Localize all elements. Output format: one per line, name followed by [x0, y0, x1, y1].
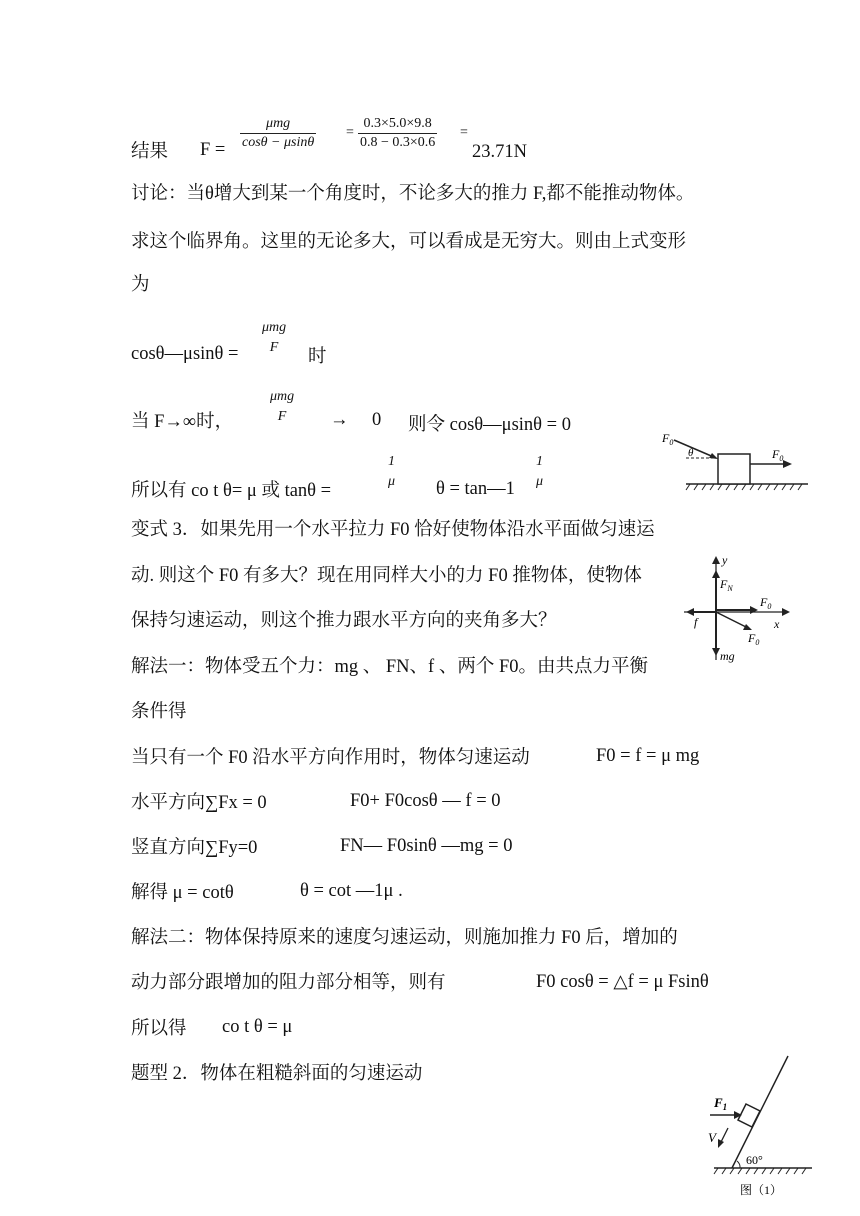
method2-line-2b: F0 cosθ = △f = μ Fsinθ	[536, 972, 709, 992]
fraction-denominator: cosθ − μsinθ	[242, 135, 315, 150]
variant3-line-1: 变式 3．如果先用一个水平拉力 F0 恰好使物体沿水平面做匀速运	[131, 520, 655, 540]
method2-line-2a: 动力部分跟增加的阻力部分相等，则有	[131, 973, 446, 993]
discussion-line-2: 求这个临界角。这里的无论多大，可以看成是无穷大。则由上式变形	[131, 232, 687, 252]
method2-line-3b: co t θ = μ	[222, 1017, 293, 1037]
limit-equation-left: 当 F→∞时，	[131, 412, 234, 432]
zero: 0	[372, 410, 382, 430]
method1-line-1: 解法一：物体受五个力：mg 、 FN、f 、两个 F0。由共点力平衡	[131, 657, 648, 677]
method1-line-3a: 当只有一个 F0 沿水平方向作用时，物体匀速运动	[131, 748, 530, 768]
fraction-denominator: F	[269, 340, 279, 355]
fraction-denominator: μ	[536, 474, 544, 489]
f0-left-label: $F_0$	[662, 431, 674, 447]
arrow: →	[330, 410, 349, 430]
variant3-line-3: 保持匀速运动，则这个推力跟水平方向的夹角多大？	[131, 611, 557, 631]
figure-caption: 图（1）	[740, 1183, 783, 1197]
incline-figure	[700, 1052, 816, 1202]
fraction-denominator: 0.8 − 0.3×0.6	[360, 135, 436, 150]
mg-label: mg	[720, 649, 735, 663]
velocity-label: V	[708, 1130, 716, 1145]
limit-equation-right: 则令 cosθ—μsinθ = 0	[408, 415, 571, 435]
fraction-formula	[240, 116, 316, 151]
fraction-numerator: μmg	[262, 320, 287, 335]
fraction-denominator: F	[277, 409, 287, 424]
fraction-one-over-mu	[386, 454, 397, 490]
f0-horizontal-label: $F_0$	[760, 595, 772, 611]
x-axis-label: x	[774, 617, 780, 631]
equals-sign: =	[346, 125, 354, 140]
fraction-numeric	[358, 116, 437, 151]
discussion-line-1: 讨论：当θ增大到某一个角度时，不论多大的推力 F,都不能推动物体。	[131, 184, 695, 204]
result-label: 结果	[131, 142, 169, 162]
theta-arctan: θ = tan—1	[436, 479, 515, 499]
method1-line-3b: F0 = f = μ mg	[596, 746, 700, 766]
method1-line-5b: FN— F0sinθ —mg = 0	[340, 836, 513, 856]
fraction-mu-mg-over-f	[268, 389, 296, 425]
discussion-line-3: 为	[131, 275, 150, 295]
fraction-numerator: 0.3×5.0×9.8	[363, 116, 432, 131]
fraction-one-over-mu	[534, 454, 545, 490]
method1-line-4b: F0+ F0cosθ — f = 0	[350, 791, 501, 811]
force-axes-figure	[676, 548, 796, 666]
angle-label: 60°	[746, 1153, 763, 1167]
method1-line-2: 条件得	[131, 702, 187, 722]
result-equation-left: 所以有 co t θ= μ 或 tanθ =	[131, 481, 332, 501]
method1-line-6b: θ = cot —1μ .	[300, 881, 403, 901]
type2-title: 题型 2．物体在粗糙斜面的匀速运动	[131, 1064, 423, 1084]
method1-line-5a: 竖直方向∑Fy=0	[131, 838, 258, 858]
fraction-numerator: 1	[536, 454, 544, 469]
force-symbol: F =	[200, 140, 226, 160]
y-axis-label: y	[722, 553, 728, 567]
method1-line-6a: 解得 μ = cotθ	[131, 883, 234, 903]
fraction-numerator: 1	[388, 454, 396, 469]
theta-label: θ	[688, 447, 694, 459]
fraction-mu-mg-over-f	[260, 320, 288, 356]
result-value: 23.71N	[472, 142, 527, 162]
fraction-numerator: μmg	[270, 389, 295, 404]
method2-line-1: 解法二：物体保持原来的速度匀速运动，则施加推力 F0 后，增加的	[131, 928, 678, 948]
equals-sign: =	[460, 125, 468, 140]
cos-equation-right: 时	[308, 347, 327, 367]
method1-line-4a: 水平方向∑Fx = 0	[131, 793, 267, 813]
f1-label: $F_1$	[714, 1095, 728, 1112]
cos-equation-left: cosθ—μsinθ =	[131, 344, 239, 364]
friction-label: f	[694, 615, 698, 629]
f0-incline-label: $F_0$	[748, 631, 760, 647]
variant3-line-2: 动. 则这个 F0 有多大？现在用同样大小的力 F0 推物体，使物体	[131, 566, 642, 586]
f0-right-label: $F_0$	[772, 447, 784, 463]
fraction-denominator: μ	[388, 474, 396, 489]
block-force-figure	[660, 428, 810, 494]
fraction-numerator: μmg	[266, 116, 291, 131]
method2-line-3a: 所以得	[131, 1019, 187, 1039]
fn-label: $F_N$	[720, 577, 733, 593]
